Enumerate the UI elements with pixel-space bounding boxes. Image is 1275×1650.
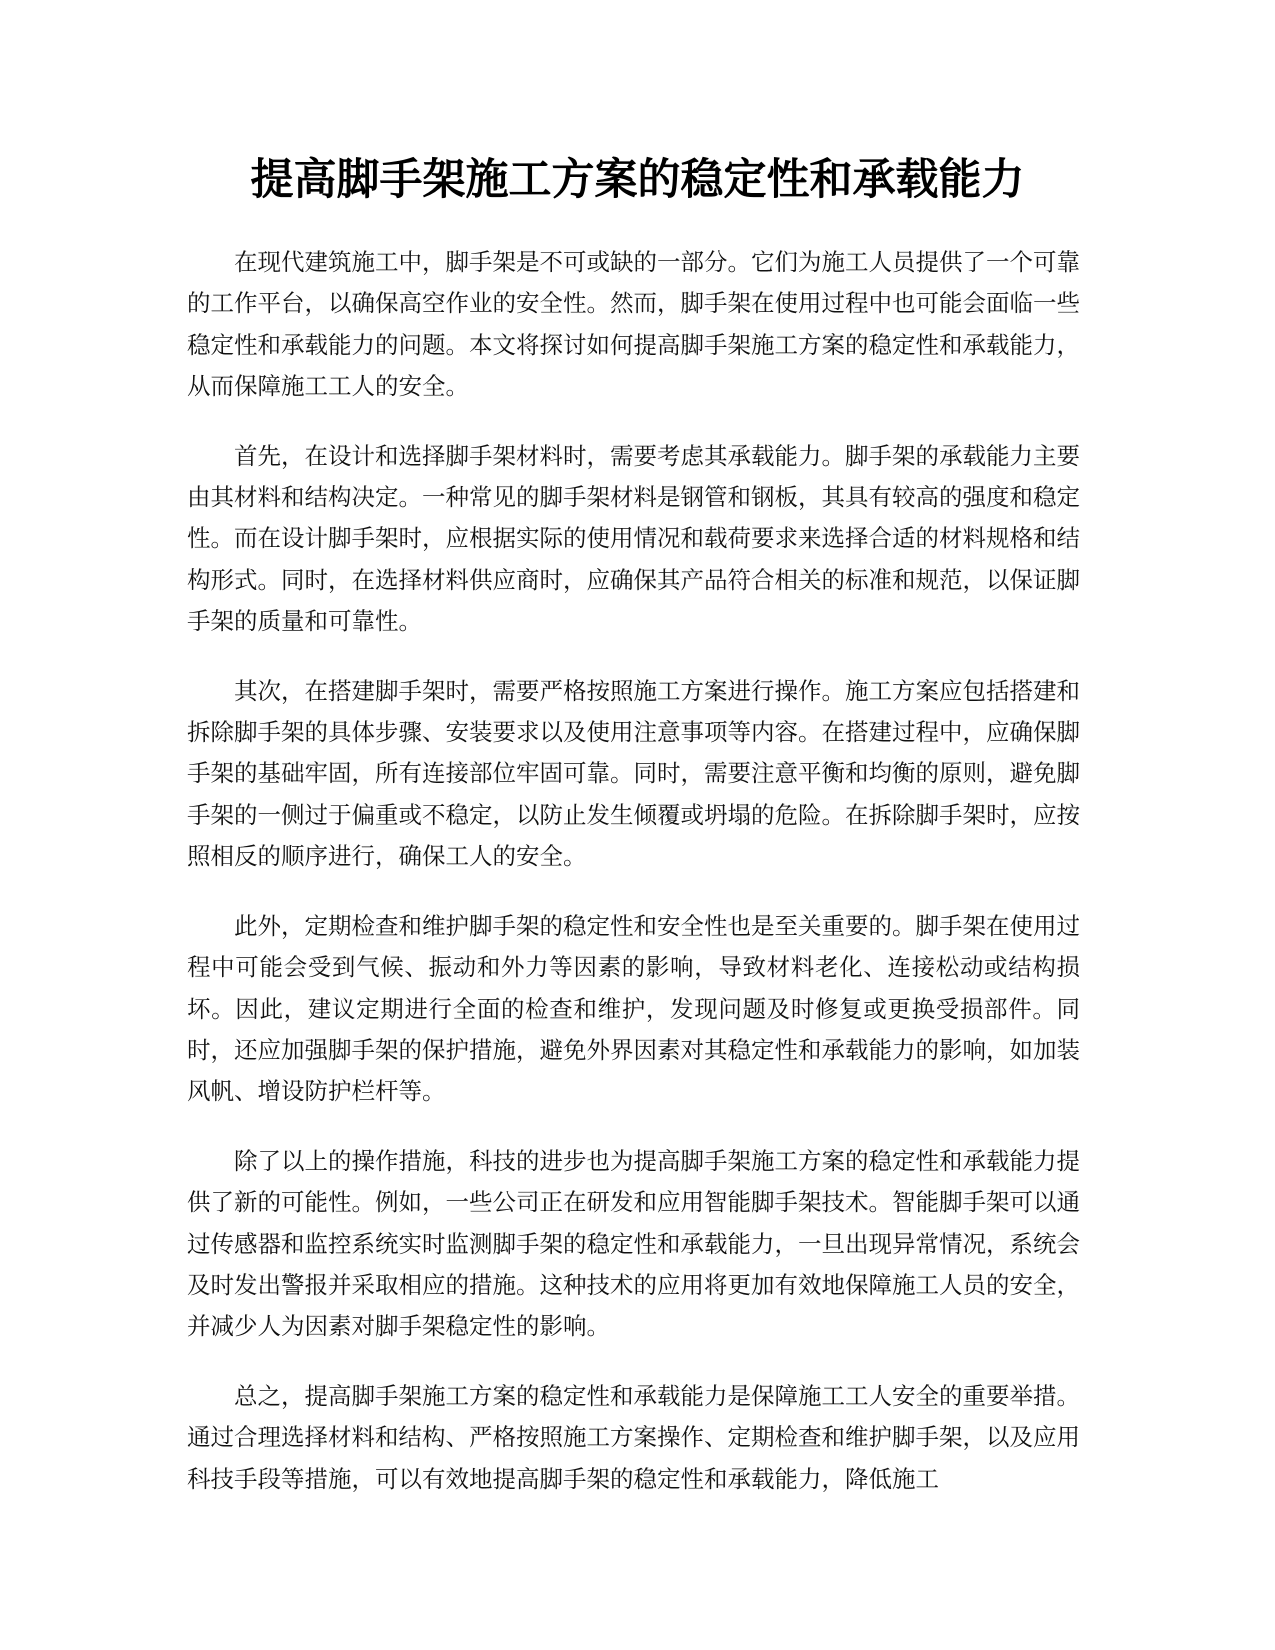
document-body [187,242,1080,1528]
paragraph: 其次，在搭建脚手架时，需要严格按照施工方案进行操作。施工方案应包括搭建和拆除脚手架的具体步骤、安装要求以及使用注意事项等内容。在搭建过程中，应确保脚手架的基础牢固，所有连接部位牢固可靠。同时，需要注意平衡和均衡的原则，避免脚手架的一侧过于偏重或不稳定，以防止发生倾覆或坍塌的危险。在拆除脚手架时，应按照相反的顺序进行，确保工人的安全。 [187,676,1080,871]
paragraph: 除了以上的操作措施，科技的进步也为提高脚手架施工方案的稳定性和承载能力提供了新的可能性。例如，一些公司正在研发和应用智能脚手架技术。智能脚手架可以通过传感器和监控系统实时监测脚手架的稳定性和承载能力，一旦出现异常情况，系统会及时发出警报并采取相应的措施。这种技术的应用将更加有效地保障施工人员的安全，并减少人为因素对脚手架稳定性的影响。 [187,1146,1080,1341]
paragraph: 此外，定期检查和维护脚手架的稳定性和安全性也是至关重要的。脚手架在使用过程中可能会受到气候、振动和外力等因素的影响，导致材料老化、连接松动或结构损坏。因此，建议定期进行全面的检查和维护，发现问题及时修复或更换受损部件。同时，还应加强脚手架的保护措施，避免外界因素对其稳定性和承载能力的影响，如加装风帆、增设防护栏杆等。 [187,911,1080,1106]
paragraph: 首先，在设计和选择脚手架材料时，需要考虑其承载能力。脚手架的承载能力主要由其材料和结构决定。一种常见的脚手架材料是钢管和钢板，其具有较高的强度和稳定性。而在设计脚手架时，应根据实际的使用情况和载荷要求来选择合适的材料规格和结构形式。同时，在选择材料供应商时，应确保其产品符合相关的标准和规范，以保证脚手架的质量和可靠性。 [187,441,1080,636]
document-title: 提高脚手架施工方案的稳定性和承载能力 [250,155,1025,205]
paragraph: 总之，提高脚手架施工方案的稳定性和承载能力是保障施工工人安全的重要举措。通过合理选择材料和结构、严格按照施工方案操作、定期检查和维护脚手架，以及应用科技手段等措施，可以有效地提高脚手架的稳定性和承载能力，降低施工 [187,1381,1080,1493]
paragraph: 在现代建筑施工中，脚手架是不可或缺的一部分。它们为施工人员提供了一个可靠的工作平台，以确保高空作业的安全性。然而，脚手架在使用过程中也可能会面临一些稳定性和承载能力的问题。本文将探讨如何提高脚手架施工方案的稳定性和承载能力，从而保障施工工人的安全。 [187,248,1080,401]
